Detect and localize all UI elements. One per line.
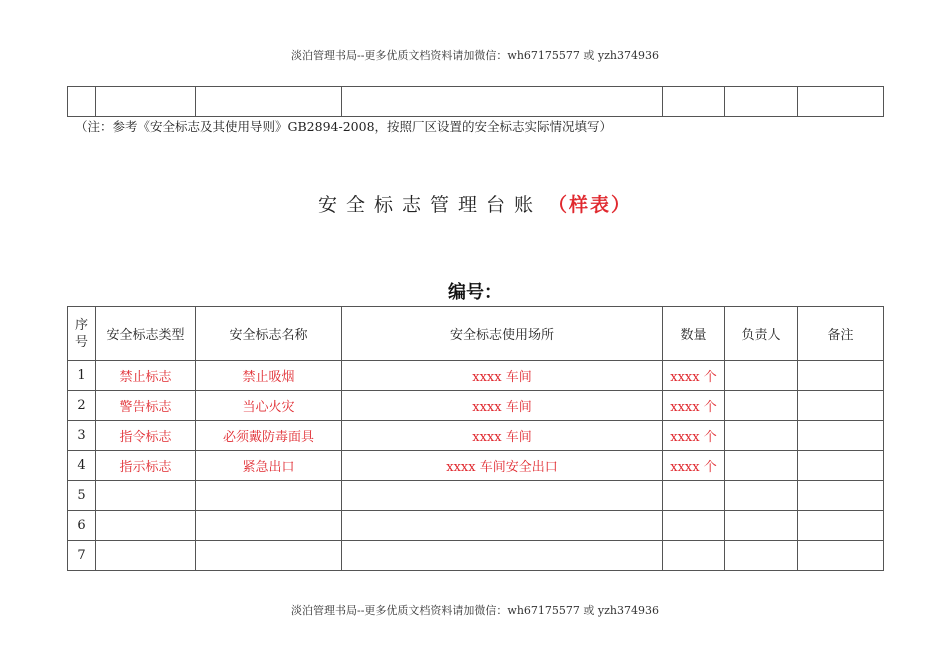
header-location: 安全标志使用场所 — [342, 307, 663, 361]
cell-location — [342, 511, 663, 541]
cell-owner — [725, 421, 798, 451]
cell-quantity — [663, 481, 725, 511]
cell-quantity: xxxx 个 — [663, 451, 725, 481]
cell-location — [342, 481, 663, 511]
header-seq — [68, 307, 96, 361]
page-title — [0, 190, 950, 217]
table-cell — [96, 87, 196, 117]
cell-type: 指示标志 — [96, 451, 196, 481]
cell-location: xxxx 车间 — [342, 391, 663, 421]
title-main: 安全标志管理台账 — [317, 194, 542, 216]
header-remark: 备注 — [798, 307, 884, 361]
header-seq-line1: 序 — [74, 317, 88, 333]
cell-owner — [725, 451, 798, 481]
table-row — [68, 481, 884, 511]
page-footer: 淡泊管理书局--更多优质文档资料请加微信：wh67175577 或 yzh374936 — [291, 604, 659, 617]
header-type: 安全标志类型 — [96, 307, 196, 361]
cell-type: 警告标志 — [96, 391, 196, 421]
safety-sign-ledger-table — [67, 306, 884, 571]
cell-seq: 6 — [68, 511, 96, 541]
cell-location — [342, 541, 663, 571]
header-name: 安全标志名称 — [196, 307, 342, 361]
cell-name: 紧急出口 — [196, 451, 342, 481]
cell-remark — [798, 391, 884, 421]
cell-remark — [798, 541, 884, 571]
cell-type — [96, 481, 196, 511]
cell-owner — [725, 541, 798, 571]
cell-seq: 3 — [68, 421, 96, 451]
cell-quantity — [663, 511, 725, 541]
table-header-row — [68, 307, 884, 361]
table-cell — [798, 87, 884, 117]
cell-name — [196, 481, 342, 511]
cell-remark — [798, 481, 884, 511]
table-row — [68, 361, 884, 391]
cell-type: 指令标志 — [96, 421, 196, 451]
table-cell — [342, 87, 663, 117]
cell-name: 当心火灾 — [196, 391, 342, 421]
cell-owner — [725, 361, 798, 391]
title-sample-tag: （样表） — [548, 194, 633, 216]
previous-table-fragment — [67, 86, 884, 117]
page-header: 淡泊管理书局--更多优质文档资料请加微信：wh67175577 或 yzh374936 — [291, 49, 659, 62]
table-cell — [68, 87, 96, 117]
serial-number-label: 编号： — [448, 282, 502, 303]
cell-remark — [798, 361, 884, 391]
table-row — [68, 391, 884, 421]
table-row — [68, 421, 884, 451]
cell-remark — [798, 421, 884, 451]
table-row — [68, 87, 884, 117]
cell-seq: 7 — [68, 541, 96, 571]
cell-name — [196, 511, 342, 541]
cell-location: xxxx 车间 — [342, 421, 663, 451]
table-cell — [663, 87, 725, 117]
cell-quantity: xxxx 个 — [663, 361, 725, 391]
header-seq-line2: 号 — [74, 334, 88, 350]
cell-seq: 2 — [68, 391, 96, 421]
cell-seq: 5 — [68, 481, 96, 511]
reference-note: （注：参考《安全标志及其使用导则》GB2894-2008，按照厂区设置的安全标志实际情况填写） — [75, 119, 613, 134]
cell-owner — [725, 481, 798, 511]
cell-quantity: xxxx 个 — [663, 391, 725, 421]
cell-type — [96, 541, 196, 571]
header-quantity: 数量 — [663, 307, 725, 361]
table-cell — [725, 87, 798, 117]
cell-seq: 1 — [68, 361, 96, 391]
header-owner: 负责人 — [725, 307, 798, 361]
cell-type — [96, 511, 196, 541]
cell-owner — [725, 391, 798, 421]
table-row — [68, 541, 884, 571]
table-row — [68, 451, 884, 481]
cell-type: 禁止标志 — [96, 361, 196, 391]
cell-remark — [798, 511, 884, 541]
cell-seq: 4 — [68, 451, 96, 481]
cell-name — [196, 541, 342, 571]
cell-quantity — [663, 541, 725, 571]
table-row — [68, 511, 884, 541]
table-cell — [196, 87, 342, 117]
cell-location: xxxx 车间安全出口 — [342, 451, 663, 481]
cell-owner — [725, 511, 798, 541]
cell-name: 禁止吸烟 — [196, 361, 342, 391]
cell-quantity: xxxx 个 — [663, 421, 725, 451]
cell-location: xxxx 车间 — [342, 361, 663, 391]
cell-remark — [798, 451, 884, 481]
cell-name: 必须戴防毒面具 — [196, 421, 342, 451]
